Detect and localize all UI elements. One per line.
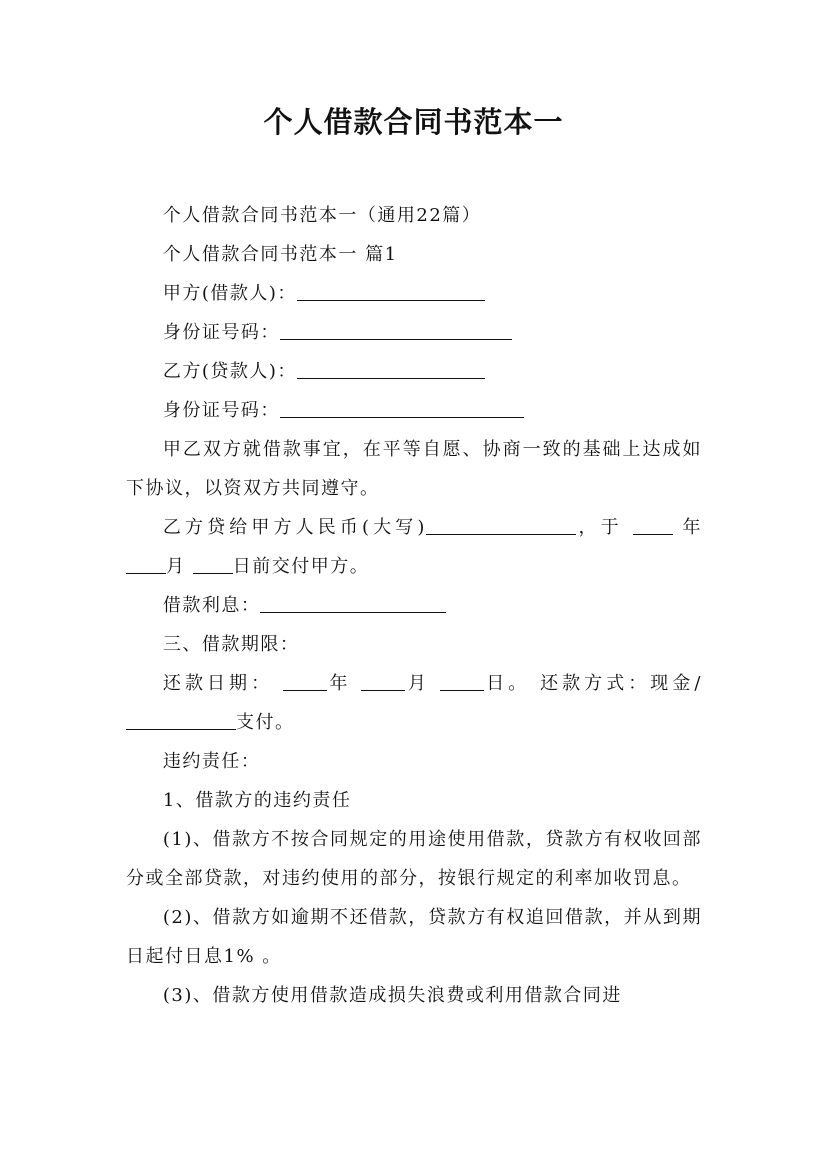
loan-month-text: 月 <box>166 556 193 577</box>
breach-clause-3: (3)、借款方使用借款造成损失浪费或利用借款合同进 <box>162 985 622 1006</box>
document-title: 个人借款合同书范本一 <box>263 105 564 139</box>
loan-month-blank <box>126 554 166 574</box>
loan-amount-paragraph <box>126 508 710 586</box>
loan-day-blank <box>193 554 233 574</box>
loan-year-blank <box>633 515 673 535</box>
loan-day-text: 日前交付甲方。 <box>232 556 370 577</box>
id-b-label: 身份证号码： <box>162 400 280 421</box>
loan-amount-label: 乙方贷给甲方人民币(大写) <box>162 517 426 538</box>
id-b-blank <box>280 398 524 418</box>
party-b-label: 乙方(贷款人)： <box>162 361 297 382</box>
interest-line <box>126 586 702 625</box>
repay-pay-text: 支付。 <box>236 712 295 733</box>
subtitle-paragraph: 个人借款合同书范本一（通用22篇） <box>162 205 482 226</box>
id-a-line <box>126 313 702 352</box>
repay-day-text: 日。 还款方式：现金/ <box>483 673 702 694</box>
repay-day-blank <box>440 671 484 691</box>
document-body <box>126 196 710 1015</box>
term-heading: 三、借款期限： <box>162 634 300 655</box>
breach-clause-1: (1)、借款方不按合同规定的用途使用借款，贷款方有权收回部分或全部贷款，对违约使用的部分，按银行规定的利率加收罚息。 <box>126 829 702 889</box>
repayment-paragraph <box>126 664 702 742</box>
repay-month-blank <box>361 671 405 691</box>
breach-heading: 违约责任： <box>162 751 261 772</box>
repay-method-blank <box>126 710 236 730</box>
id-a-blank <box>280 320 512 340</box>
repay-year-text: 年 <box>326 673 362 694</box>
interest-blank <box>260 593 446 613</box>
party-a-line <box>126 274 702 313</box>
repay-year-blank <box>283 671 327 691</box>
loan-year-text: 年 <box>682 517 710 538</box>
interest-label: 借款利息： <box>162 595 261 616</box>
loan-yu-text: ，于 <box>575 517 633 538</box>
id-b-line <box>126 391 702 430</box>
repay-date-label: 还款日期： <box>162 673 283 694</box>
party-a-label: 甲方(借款人)： <box>162 283 297 304</box>
borrower-breach-heading: 1、借款方的违约责任 <box>162 790 352 811</box>
party-a-blank <box>297 281 485 301</box>
id-a-label: 身份证号码： <box>162 322 280 343</box>
party-b-blank <box>297 359 485 379</box>
repay-month-text: 月 <box>405 673 440 694</box>
agreement-paragraph: 甲乙双方就借款事宜，在平等自愿、协商一致的基础上达成如下协议，以资双方共同遵守。 <box>126 439 702 499</box>
breach-clause-2: (2)、借款方如逾期不还借款，贷款方有权追回借款，并从到期日起付日息1% 。 <box>126 907 702 967</box>
party-b-line <box>126 352 702 391</box>
section-heading: 个人借款合同书范本一 篇1 <box>162 244 398 265</box>
loan-amount-blank <box>426 515 576 535</box>
